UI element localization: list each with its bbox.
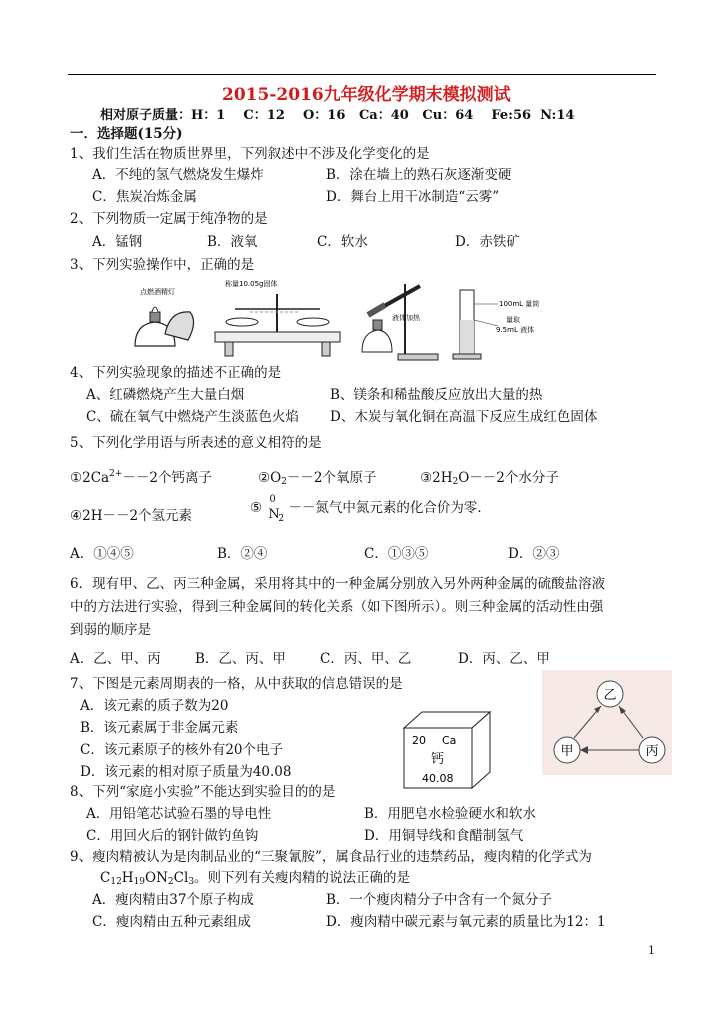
q9-formula-h: H bbox=[121, 870, 134, 886]
q9-formula-c: C bbox=[100, 870, 111, 886]
page-title: 2015-2016九年级化学期末模拟测试 bbox=[222, 85, 511, 105]
q5-item-2 bbox=[258, 466, 377, 487]
q9-line-2 bbox=[100, 866, 410, 887]
q6-line-3: 到弱的顺序是 bbox=[70, 622, 151, 638]
balance-image bbox=[215, 279, 340, 356]
q5-option-b: B．②④ bbox=[217, 546, 268, 562]
q2-stem: 2、下列物质一定属于纯净物的是 bbox=[70, 211, 268, 227]
q8-option-c: C．用回火后的钢针做钓鱼钩 bbox=[86, 828, 259, 844]
q9-formula-on: ON bbox=[145, 870, 168, 886]
atomic-mass-line: 相对原子质量：H：1 C：12 O：16 Ca：40 Cu：64 Fe:56 N:14 bbox=[100, 108, 575, 123]
q4-option-b: B、镁条和稀盐酸反应放出大量的热 bbox=[330, 387, 543, 403]
q1-option-d: D．舞台上用干冰制造“云雾” bbox=[326, 189, 500, 205]
q5-item-5-pre: ⑤ bbox=[250, 500, 263, 516]
graduated-cylinder-image bbox=[453, 290, 539, 359]
q1-option-a: A．不纯的氢气燃烧发生爆炸 bbox=[92, 167, 264, 183]
q2-option-d: D．赤铁矿 bbox=[455, 234, 520, 250]
test-tube-heating-image bbox=[362, 284, 438, 360]
q2-option-a: A．锰钢 bbox=[92, 234, 143, 250]
q3-stem: 3、下列实验操作中，正确的是 bbox=[70, 257, 255, 273]
q6-option-d: D．丙、乙、甲 bbox=[458, 651, 550, 667]
img-label-c: 液体加热 bbox=[392, 314, 420, 322]
img-label-d3: 9.5mL 液体 bbox=[496, 326, 535, 334]
img-label-a: 点燃酒精灯 bbox=[140, 288, 175, 296]
q5-item-2-pre: ②O bbox=[258, 470, 282, 486]
q5-item-3-pre: ③2H bbox=[420, 470, 453, 486]
cell-name: 钙 bbox=[431, 752, 445, 767]
q5-item-5-valence: 0 bbox=[269, 494, 276, 505]
q5-item-5-sub: 2 bbox=[278, 514, 285, 524]
q8-option-a: A．用铅笔芯试验石墨的导电性 bbox=[86, 806, 272, 822]
q4-stem: 4、下列实验现象的描述不正确的是 bbox=[70, 365, 282, 381]
q5-item-5-n: N bbox=[268, 507, 280, 522]
section-heading: 一．选择题(15分) bbox=[70, 126, 183, 142]
node-right-label: 丙 bbox=[645, 744, 659, 759]
metal-conversion-diagram bbox=[542, 670, 672, 775]
q9-formula-n-sub: 2 bbox=[167, 877, 174, 887]
q5-item-5 bbox=[250, 496, 491, 522]
q5-item-5-post: －－氮气中氮元素的化合价为零． bbox=[288, 500, 491, 516]
q6-option-c: C．丙、甲、乙 bbox=[320, 651, 412, 667]
q9-option-a: A．瘦肉精由37个原子构成 bbox=[92, 892, 254, 908]
q7-stem: 7、下图是元素周期表的一格，从中获取的信息错误的是 bbox=[70, 676, 403, 692]
q9-formula-c-sub: 12 bbox=[110, 877, 122, 887]
q5-item-1-sup: 2+ bbox=[109, 469, 123, 479]
q9-formula-cl: Cl bbox=[173, 870, 189, 886]
q1-option-b: B．涂在墙上的熟石灰逐渐变硬 bbox=[326, 167, 512, 183]
q9-line-2-post: 。则下列有关瘦肉精的说法正确的是 bbox=[194, 870, 411, 886]
q7-option-d: D．该元素的相对原子质量为40.08 bbox=[80, 764, 292, 780]
q5-item-1-pre: ①2Ca bbox=[70, 470, 110, 486]
q9-option-c: C．瘦肉精由五种元素组成 bbox=[92, 914, 251, 930]
q2-option-b: B．液氧 bbox=[207, 234, 258, 250]
q5-item-2-post: －－2个氧原子 bbox=[286, 470, 377, 486]
top-rule bbox=[68, 74, 656, 75]
q6-line-2: 中的方法进行实验，得到三种金属间的转化关系（如下图所示）。则三种金属的活动性由强 bbox=[70, 599, 604, 615]
periodic-table-cell bbox=[398, 706, 494, 790]
img-label-b: 称量10.05g固体 bbox=[225, 280, 278, 288]
q9-option-d: D．瘦肉精中碳元素与氧元素的质量比为12：1 bbox=[326, 914, 606, 930]
node-left-label: 甲 bbox=[560, 744, 574, 759]
q8-option-d: D．用铜导线和食醋制氢气 bbox=[364, 828, 524, 844]
q6-line-1: 6．现有甲、乙、丙三种金属，采用将其中的一种金属分别放入另外两种金属的硫酸盐溶液 bbox=[70, 576, 606, 592]
q5-option-d: D．②③ bbox=[508, 546, 560, 562]
q4-option-d: D、木炭与氧化铜在高温下反应生成红色固体 bbox=[330, 409, 598, 425]
q2-option-c: C．软水 bbox=[317, 234, 368, 250]
q8-stem: 8、下列“家庭小实验”不能达到实验目的的是 bbox=[70, 784, 336, 800]
q9-option-b: B．一个瘦肉精分子中含有一个氮分子 bbox=[326, 892, 552, 908]
q4-option-a: A、红磷燃烧产生大量白烟 bbox=[86, 387, 245, 403]
q7-option-c: C．该元素原子的核外有20个电子 bbox=[80, 742, 284, 758]
cell-symbol: Ca bbox=[442, 734, 457, 747]
page-number: 1 bbox=[648, 944, 655, 957]
q5-stem: 5、下列化学用语与所表述的意义相符的是 bbox=[70, 435, 322, 451]
q9-formula-cl-sub: 3 bbox=[188, 877, 195, 887]
cell-mass: 40.08 bbox=[422, 772, 454, 785]
q9-line-1: 9、瘦肉精被认为是肉制品业的“三聚氰胺”，属食品行业的违禁药品，瘦肉精的化学式为 bbox=[70, 849, 592, 865]
q5-item-2-sub: 2 bbox=[281, 477, 287, 487]
cell-atomic-number: 20 bbox=[412, 734, 426, 747]
q5-item-3-sub: 2 bbox=[452, 477, 459, 487]
q9-formula-h-sub: 19 bbox=[133, 877, 146, 887]
q1-stem: 1、我们生活在物质世界里，下列叙述中不涉及化学变化的是 bbox=[70, 146, 430, 162]
q6-option-b: B．乙、丙、甲 bbox=[195, 651, 286, 667]
q5-item-3 bbox=[420, 466, 559, 487]
img-label-d1: 100mL 量筒 bbox=[499, 300, 540, 308]
q5-item-3-post: O－－2个水分子 bbox=[458, 470, 559, 486]
img-label-d2: 量取 bbox=[506, 316, 520, 324]
q7-option-a: A．该元素的质子数为20 bbox=[80, 698, 229, 714]
q1-option-c: C．焦炭冶炼金属 bbox=[92, 189, 197, 205]
q5-item-4: ④2H－－2个氢元素 bbox=[70, 508, 193, 524]
q5-option-a: A．①④⑤ bbox=[70, 546, 134, 562]
q3-experiment-images bbox=[130, 274, 570, 364]
q4-option-c: C、硫在氧气中燃烧产生淡蓝色火焰 bbox=[86, 409, 299, 425]
q5-item-1-post: －－2个钙离子 bbox=[122, 470, 212, 486]
q6-option-a: A．乙、甲、丙 bbox=[70, 651, 161, 667]
node-top-label: 乙 bbox=[603, 688, 617, 703]
q7-option-b: B．该元素属于非金属元素 bbox=[80, 720, 239, 736]
q5-item-5-formula bbox=[266, 496, 288, 522]
alcohol-lamp-image bbox=[135, 287, 194, 346]
q5-option-c: C．①③⑤ bbox=[364, 546, 429, 562]
q5-item-1 bbox=[70, 466, 212, 486]
q8-option-b: B．用肥皂水检验硬水和软水 bbox=[364, 806, 536, 822]
